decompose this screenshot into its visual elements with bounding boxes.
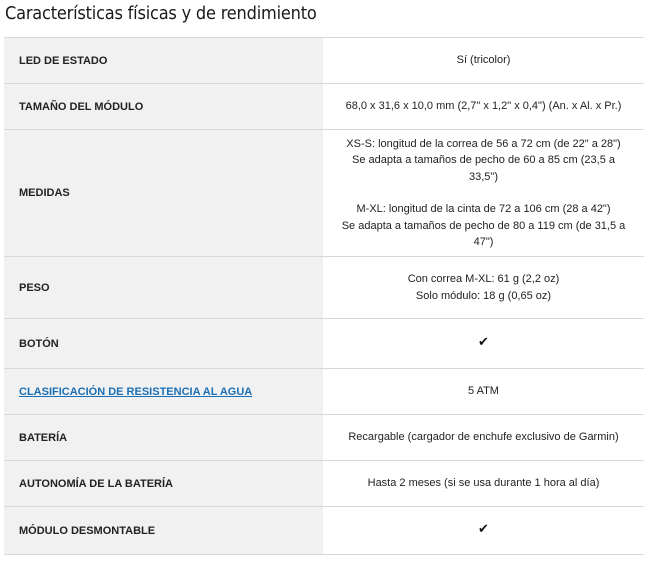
spec-label: MEDIDAS [4, 130, 323, 257]
spec-value-line: 68,0 x 31,6 x 10,0 mm (2,7" x 1,2" x 0,4") (An. x Al. x Pr.) [345, 100, 622, 113]
spec-value [323, 461, 644, 507]
spec-value-line: 5 ATM [468, 385, 499, 398]
spec-row-battery-life [4, 461, 644, 507]
spec-value-line: Se adapta a tamaños de pecho de 60 a 85 cm (23,5 a 33,5") [352, 154, 615, 183]
spec-value-line: XS-S: longitud de la correa de 56 a 72 cm (de 22" a 28") [346, 137, 621, 150]
spec-value-line: Recargable (cargador de enchufe exclusivo de Garmin) [348, 431, 619, 444]
spec-row-button [4, 319, 644, 369]
spec-label: BATERÍA [4, 415, 323, 461]
spec-row-detachable-module [4, 507, 644, 555]
spec-value-line: 47") [473, 236, 494, 248]
checkmark-icon: ✔ [478, 522, 489, 538]
spec-label: PESO [4, 257, 323, 319]
spec-row-weight [4, 257, 644, 319]
spec-value [323, 319, 644, 369]
spec-value-line: Solo módulo: 18 g (0,65 oz) [415, 289, 552, 302]
spec-label: MÓDULO DESMONTABLE [4, 507, 323, 555]
spec-row-module-size [4, 84, 644, 130]
section-title: Características físicas y de rendimiento [5, 3, 317, 24]
spec-label: BOTÓN [4, 319, 323, 369]
spec-value-line: Se adapta a tamaños de pecho de 80 a 119 cm (de 31,5 a [341, 219, 626, 232]
spec-value-line: Hasta 2 meses (si se usa durante 1 hora al día) [367, 477, 600, 490]
water-rating-link[interactable]: CLASIFICACIÓN DE RESISTENCIA AL AGUA [19, 385, 253, 398]
spec-value-line: Sí (tricolor) [456, 54, 511, 67]
specs-table [4, 37, 644, 555]
spec-value [323, 415, 644, 461]
spec-label: AUTONOMÍA DE LA BATERÍA [4, 461, 323, 507]
spec-value-line: Con correa M-XL: 61 g (2,2 oz) [407, 273, 560, 285]
spec-value [323, 130, 644, 257]
spec-row-water-rating [4, 369, 644, 415]
spec-value [323, 507, 644, 555]
spec-value-line: M-XL: longitud de la cinta de 72 a 106 cm (28 a 42") [356, 203, 611, 215]
spec-label: LED DE ESTADO [4, 38, 323, 84]
spec-value [323, 38, 644, 84]
spec-row-status-led [4, 38, 644, 84]
spec-row-battery [4, 415, 644, 461]
spec-value-spacer [337, 185, 630, 201]
spec-value [323, 369, 644, 415]
spec-label: TAMAÑO DEL MÓDULO [4, 84, 323, 130]
checkmark-icon: ✔ [478, 335, 489, 351]
spec-value [323, 84, 644, 130]
spec-label [4, 369, 323, 415]
spec-row-measurements [4, 130, 644, 257]
spec-value [323, 257, 644, 319]
